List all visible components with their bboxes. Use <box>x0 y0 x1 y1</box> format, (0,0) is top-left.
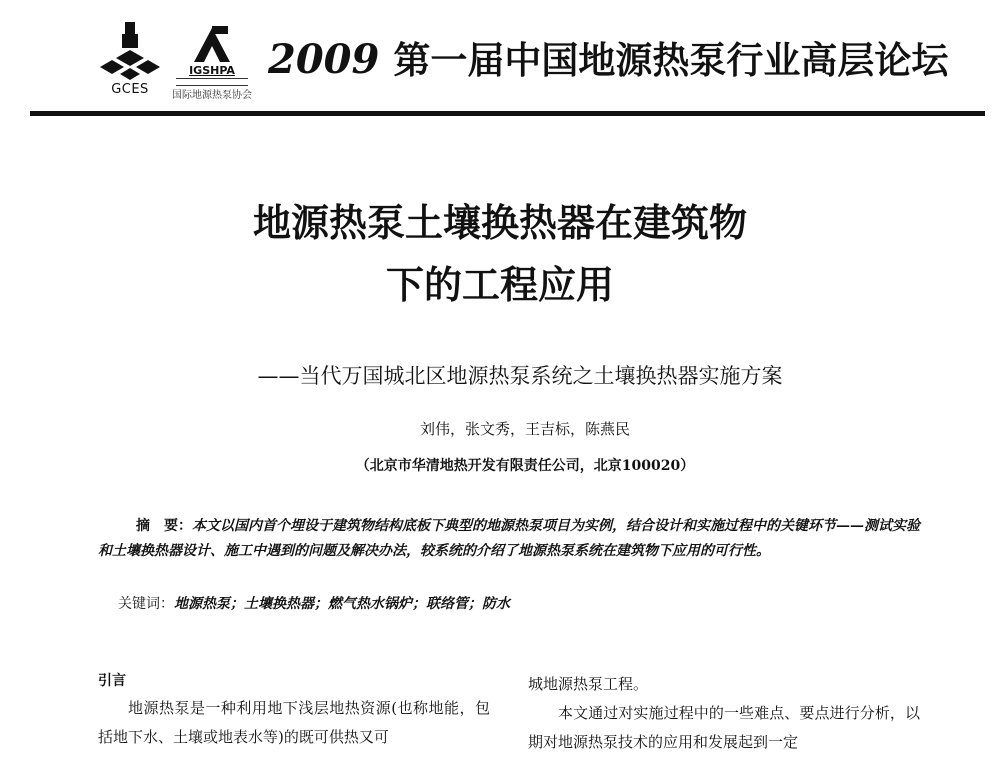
paper-subtitle: ——当代万国城北区地源热泵系统之土壤换热器实施方案 <box>257 364 783 388</box>
keywords-text: 地源热泵；土壤换热器；燃气热水锅炉；联络管；防水 <box>174 596 510 612</box>
paper-title-line-1: 地源热泵土壤换热器在建筑物 <box>252 200 747 245</box>
body-paragraph-left: 地源热泵是一种利用地下浅层地热资源(也称地能，包括地下水、土壤或地表水等)的既可供热又可 <box>98 699 490 746</box>
igshpa-emblem-icon <box>172 22 252 64</box>
paper-title <box>0 192 1000 316</box>
section-heading-introduction: 引言 <box>98 673 126 689</box>
paper-authors: 刘伟，张文秀，王吉标，陈燕民 <box>419 420 630 438</box>
keywords <box>118 592 918 617</box>
abstract-text: 本文以国内首个埋设于建筑物结构底板下典型的地源热泵项目为实例，结合设计和实施过程中的关键环节——测试实验和土壤换热器设计、施工中遇到的问题及解决办法，较系统的介绍了地源热泵系统在建筑物下应用的可行性。 <box>98 518 920 559</box>
paper-affiliation: （北京市华清地热开发有限责任公司，北京100020） <box>355 458 695 474</box>
body-column-right <box>528 670 920 757</box>
forum-year: 2009 <box>268 36 380 83</box>
abstract-label: 摘 要： <box>136 518 192 534</box>
body-paragraph-right: 本文通过对实施过程中的一些难点、要点进行分析，以期对地源热泵技术的应用和发展起到一定 <box>528 704 920 751</box>
igshpa-logo <box>172 22 252 102</box>
keywords-label: 关键词： <box>118 596 174 612</box>
forum-name: 第一届中国地源热泵行业高层论坛 <box>393 38 949 82</box>
body-line-right: 城地源热泵工程。 <box>528 675 649 693</box>
abstract <box>98 514 920 564</box>
header-divider <box>30 111 985 116</box>
igshpa-logo-text: IGSHPA <box>189 64 235 77</box>
gces-logo <box>98 20 162 100</box>
forum-header <box>0 0 1000 118</box>
gces-emblem-icon <box>98 20 162 82</box>
paper-title-line-2: 下的工程应用 <box>385 262 614 307</box>
igshpa-logo-chinese: 国际地源热泵协会 <box>172 90 252 101</box>
igshpa-logo-rule <box>176 78 248 86</box>
forum-title <box>268 30 948 90</box>
body-column-left <box>98 668 490 752</box>
gces-logo-text: GCES <box>111 82 149 97</box>
